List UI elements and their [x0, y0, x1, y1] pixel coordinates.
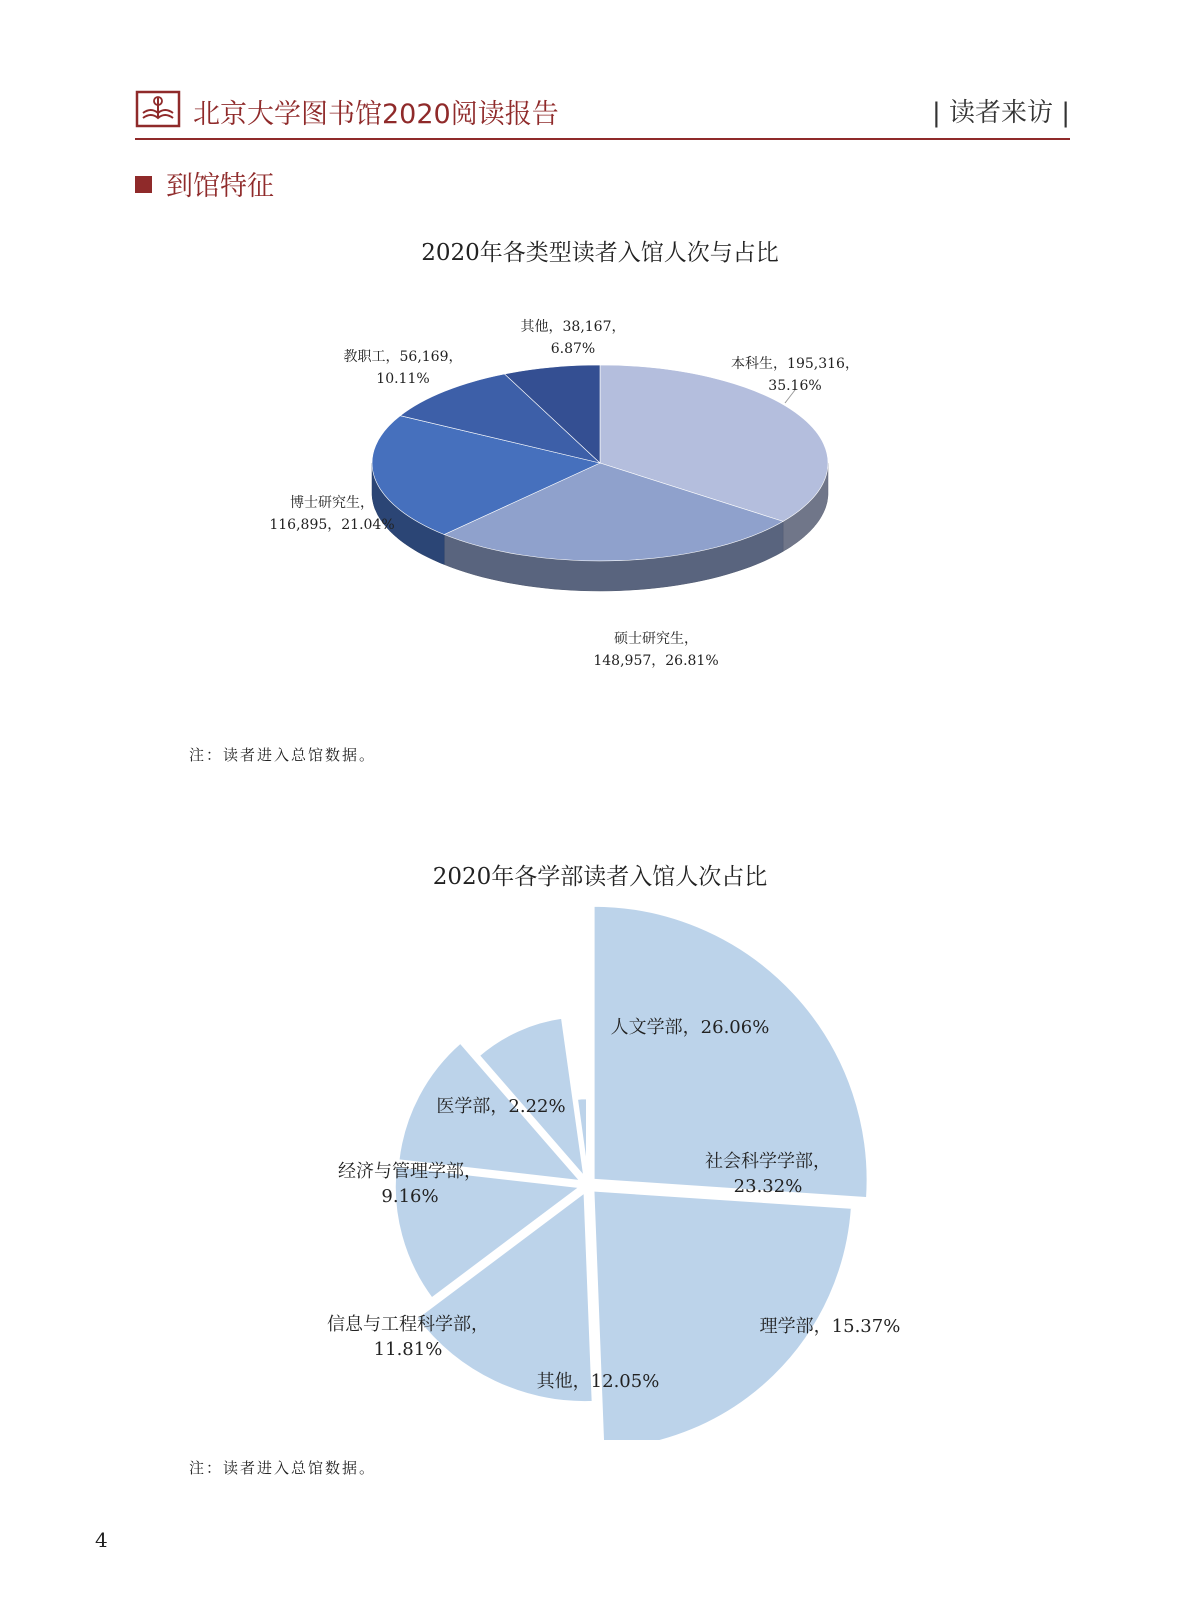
chart1-note: 注：读者进入总馆数据。 — [189, 746, 377, 764]
chart1-title: 2020年各类型读者入馆人次与占比 — [421, 240, 779, 266]
faculty-rose-chart — [0, 900, 1200, 1440]
report-title: 北京大学图书馆2020阅读报告 — [193, 99, 559, 130]
pie-slices — [372, 365, 828, 561]
section-tag: | 读者来访 | — [931, 98, 1070, 128]
peking-university-library-logo — [135, 90, 181, 128]
data-label-3: 教职工，56,169， 10.11% — [343, 349, 463, 387]
data-label-1: 社会科学学部， 23.32% — [705, 1151, 831, 1197]
rose-slice-1 — [593, 1190, 853, 1440]
data-label-4: 其他，38,167， 6.87% — [520, 319, 626, 357]
data-label-3: 其他，12.05% — [536, 1371, 660, 1392]
reader-type-pie-chart — [0, 300, 1200, 700]
data-label-6: 医学部，2.22% — [436, 1096, 566, 1117]
data-label-2: 理学部，15.37% — [759, 1316, 901, 1337]
section-heading — [135, 164, 274, 203]
page-header — [135, 88, 1070, 140]
data-label-5: 经济与管理学部， 9.16% — [338, 1161, 482, 1207]
data-label-0: 人文学部，26.06% — [610, 1017, 770, 1038]
chart2-note: 注：读者进入总馆数据。 — [189, 1459, 377, 1477]
square-bullet-icon — [135, 176, 152, 193]
data-label-1: 硕士研究生， 148,957，26.81% — [593, 631, 719, 669]
section-heading-text: 到馆特征 — [166, 171, 274, 202]
data-label-2: 博士研究生， 116,895，21.04% — [269, 495, 395, 533]
chart2-title: 2020年各学部读者入馆人次占比 — [432, 864, 768, 890]
page-number: 4 — [95, 1528, 108, 1552]
data-label-4: 信息与工程科学部， 11.81% — [327, 1314, 489, 1360]
data-label-0: 本科生，195,316， 35.16% — [731, 356, 859, 394]
